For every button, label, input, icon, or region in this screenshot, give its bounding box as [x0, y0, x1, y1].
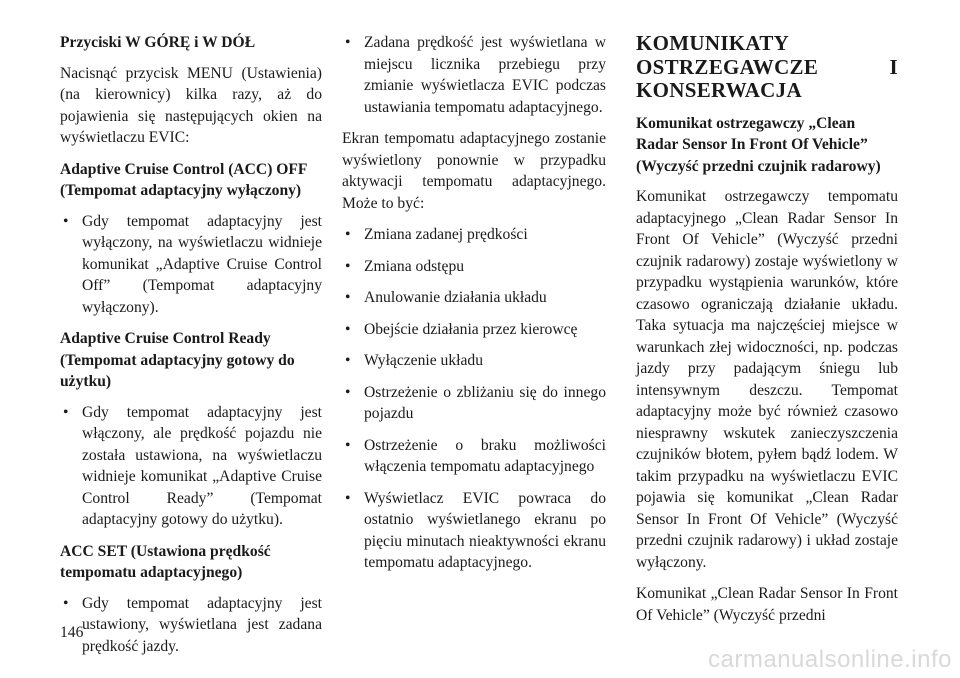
paragraph-acc-screen: Ekran tempomatu adaptacyjnego zostanie wyświetlony ponownie w przypadku aktywacji tempomatu adaptacyjnego. Może to być:: [342, 130, 606, 212]
list-item: • Zmiana odstępu: [342, 256, 606, 278]
list-acc-off: [60, 211, 322, 319]
subheading-clean-radar: Komunikat ostrzegawczy „Clean Radar Sensor In Front Of Vehicle” (Wyczyść przedni czujnik radarowy): [636, 114, 881, 175]
heading-acc-off: Adaptive Cruise Control (ACC) OFF (Tempomat adaptacyjny wyłączony): [60, 160, 307, 199]
list-item: • Anulowanie działania układu: [342, 287, 606, 309]
list-acc-events: [342, 224, 606, 574]
page-number: 146: [60, 624, 84, 641]
list-item: • Wyłączenie układu: [342, 350, 606, 372]
watermark: carmanualsonline.info: [708, 646, 952, 673]
list-set-speed: [342, 32, 606, 118]
list-item: • Gdy tempomat adaptacyjny jest włączony, ale prędkość pojazdu nie została ustawiona, na wyświetlaczu widnieje komunikat „Adaptive Cruise Control Ready” (Tempomat adaptacyjny gotowy do użytku).: [60, 402, 322, 531]
paragraph-menu-instructions: Nacisnąć przycisk MENU (Ustawienia) (na kierownicy) kilka razy, aż do pojawienia się następujących okien na wyświetlaczu EVIC:: [60, 64, 322, 146]
list-item: • Gdy tempomat adaptacyjny jest wyłączony, na wyświetlaczu widnieje komunikat „Adaptive Cruise Control Off” (Tempomat adaptacyjny wyłączony).: [60, 211, 322, 319]
section-title: KOMUNIKATY OSTRZEGAWCZE I KONSERWACJA: [636, 31, 898, 102]
column-right: [636, 32, 898, 636]
column-left: [60, 32, 322, 667]
list-item: • Ostrzeżenie o zbliżaniu się do innego pojazdu: [342, 382, 606, 425]
list-item: • Gdy tempomat adaptacyjny jest ustawiony, wyświetlana jest zadana prędkość jazdy.: [60, 593, 322, 658]
paragraph-clean-radar-continued: Komunikat „Clean Radar Sensor In Front Of Vehicle” (Wyczyść przedni: [636, 585, 898, 624]
list-item: • Zmiana zadanej prędkości: [342, 224, 606, 246]
paragraph-clean-radar: Komunikat ostrzegawczy tempomatu adaptacyjnego „Clean Radar Sensor In Front Of Vehicle” (Wyczyść przedni czujnik radarowy) zostaje wyświetlony w przypadku wystąpienia warunków, które czasowo ograniczają działanie układu. Taka sytuacja ma najczęściej miejsce w warunkach złej widoczności, np. podczas jazdy przy padającym śniegu lub intensywnym deszczu. Tempomat adaptacyjny może być również czasowo niesprawny wskutek zanieczyszczenia czujników błotem, pyłem bądź lodem. W takim przypadku na wyświetlaczu EVIC pojawia się komunikat „Clean Radar Sensor In Front Of Vehicle” (Wyczyść przedni czujnik radarowy) i układ zostaje wyłączony.: [636, 188, 898, 571]
column-middle: [342, 32, 606, 584]
list-item: • Obejście działania przez kierowcę: [342, 319, 606, 341]
list-acc-set: [60, 593, 322, 658]
heading-acc-set: ACC SET (Ustawiona prędkość tempomatu adaptacyjnego): [60, 542, 271, 581]
heading-up-down-buttons: Przyciski W GÓRĘ i W DÓŁ: [60, 34, 256, 51]
list-acc-ready: [60, 402, 322, 531]
heading-acc-ready: Adaptive Cruise Control Ready (Tempomat adaptacyjny gotowy do użytku): [60, 330, 295, 390]
list-item: • Zadana prędkość jest wyświetlana w miejscu licznika przebiegu przy zmianie wyświetlacza EVIC podczas ustawiania tempomatu adaptacyjnego.: [342, 32, 606, 118]
list-item: • Ostrzeżenie o braku możliwości włączenia tempomatu adaptacyjnego: [342, 435, 606, 478]
list-item: • Wyświetlacz EVIC powraca do ostatnio wyświetlanego ekranu po pięciu minutach nieaktywności ekranu tempomatu adaptacyjnego.: [342, 488, 606, 574]
